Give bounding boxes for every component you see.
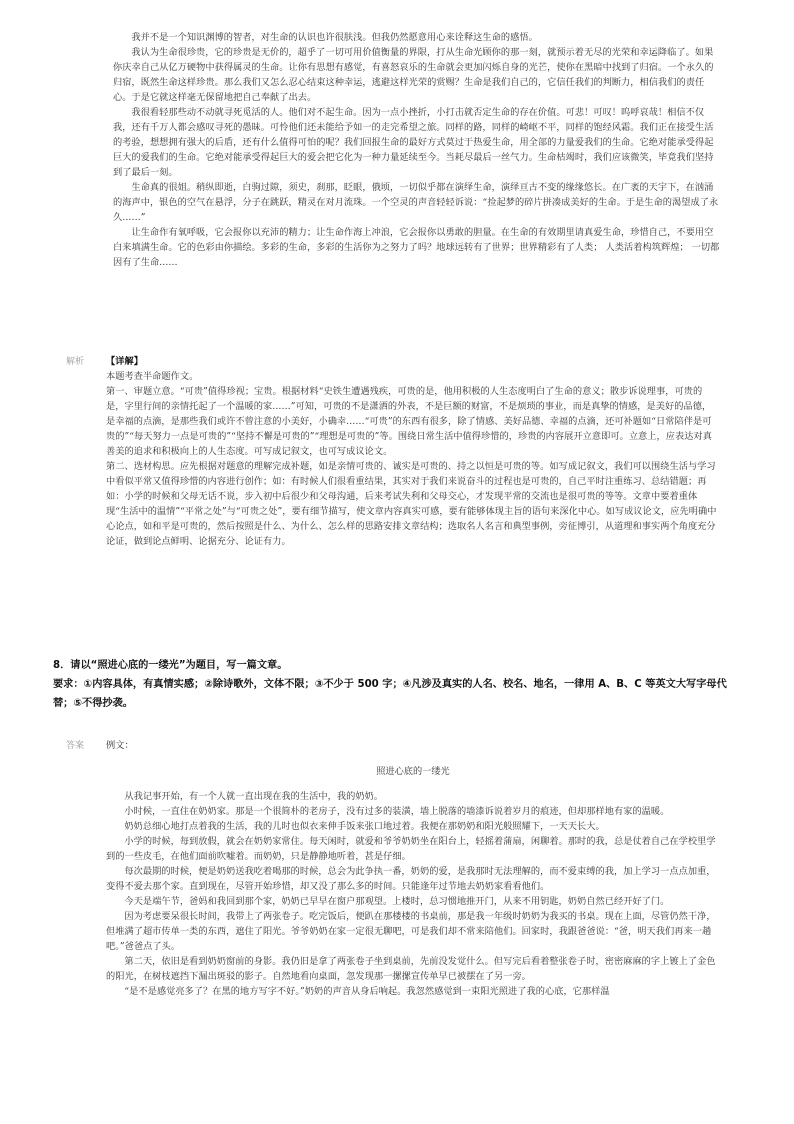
analysis-paragraph: 本题考查半命题作文。 <box>106 371 199 382</box>
essay-top-paragraph: 我很看轻那些动不动就寻死觅活的人。他们对不起生命。因为一点小挫折，小打击就否定生命的存在价值。可悲！可叹！呜呼哀哉！相信不仅我，还有千万人都会感叹寻死的愚昧。可怜他们还未能给予如一的走完希望之旅。同样的路，同样的崎岖不平，同样的饱经风霜。我们正在接受生活的考验，想想拥有强大的后盾，还有什么值得可怕的呢？我们回报生命的最好方式莫过于热爱生命，用全部的力量爱我们的生命。它绝对能承受得起巨大的爱我们的生命。它绝对能承受得起巨大的爱会把它化为一种力量延续至今。当耗尽最后一丝气力。生命枯竭时，我们应该微笑，毕竟我们坚持到了最后一刻。 <box>113 107 714 178</box>
essay-top-paragraph: 我认为生命很珍贵，它的珍贵是无价的，超乎了一切可用价值衡量的界限，打从生命光顾你的那一刻，就预示着无尽的光荣和幸运降临了。如果你庆幸自己从亿万硬物中获得属灵的生命。让你有思想有感觉，有喜怒哀乐的生命就会更加闪烁自身的光芒，使你在黑暗中找到了归宿。一个永久的归宿，既然生命这样珍贵。那么我们又怎么忍心结束这种幸运，逃避这样光荣的赏赐？生命是我们自己的，它信任我们的判断力，相信我们的责任心。于是它就这样毫无保留地把自己奉献了出去。 <box>113 47 714 103</box>
essay-title: 照进心底的一缕光 <box>376 766 450 777</box>
essay-top-paragraph: 我并不是一个知识渊博的智者，对生命的认识也许很肤浅。但我仍然愿意用心来诠释这生命的感悟。 <box>131 32 538 43</box>
answer-paragraph: 每次最期的时候，便是奶奶送我吃着喝那的时候，总会为此争执一番，奶奶的爱，是我那时无法理解的，而不爱束缚的我，加上学习一点点加重，变得不爱去那个家。直到现在，尽管开始珍惜，却又没了那么多的时间。只能逢年过节地去奶奶家看看他们。 <box>106 866 716 892</box>
analysis-paragraph: 第二、选材构思。应先根据对题意的理解完成补题，如是亲情可贵的、诚实是可贵的、持之以恒是可贵的等。如写成记叙文，我们可以围绕生活与学习中看似平常又值得珍惜的内容进行创作；如：有时候人们很看重结果，其实对于我们来说奋斗的过程也是可贵的，自己平时注重练习、总结错题；再如：小学的时候和父母无话不说，步入初中后很少和父母沟通，后来考试失利和父母交心，才发现平常的交流也是很可贵的等等。文章中要着重体现“生活中的温情”“平常之处”与“可贵之处”，要有细节描写，使文章内容真实可感，要有能够体现主旨的语句来深化中心。如写成议论文，应先明确中心论点，如和平是可贵的，然后按照是什么、为什么、怎么样的思路安排文章结构；选取名人名言和典型事例，旁征博引，从道理和事实两个角度充分论证，做到论点鲜明、论据充分、论证有力。 <box>106 461 717 547</box>
essay-top-paragraph: 让生命作有氧呼吸，它会报你以充沛的精力；让生命作海上冲浪，它会报你以勇敢的胆量。在生命的有效期里请真爱生命，珍惜自己，不要用空白来填满生命。它的色彩由你描绘。多彩的生命，多彩的生活你为之努力了吗？地球远转有了世界；世界精彩有了人类； 人类活着构筑辉煌； 一切都因有了生命…… <box>113 227 720 268</box>
question-8-prompt: 8．请以“照进心底的一缕光”为题目，写一篇文章。 <box>53 660 288 671</box>
answer-paragraph: 因为考虑要呆很长时间，我带上了两张卷子。吃完饭后，便趴在那楼楼的书桌前，那是我一年级时奶奶为我买的书桌。现在上面，尽管仍然干净，但堆满了超市传单一类的东西，遮住了阳光。爷爷奶奶在家一定很无聊吧，可是我们却不常来陪他们。回家时，我跟爸爸说：“爸，明天我们再来一趟吧。”爸爸点了头。 <box>106 911 716 952</box>
analysis-heading: 【详解】 <box>106 356 143 367</box>
analysis-side-label: 解析 <box>66 357 85 367</box>
answer-paragraph: 小学的时候，每到放假，就会在奶奶家常住。每天闲时，就爱和爷爷奶奶坐在阳台上，轻摇着蒲扇，闲聊着。那时的我，总是仗着自己在学校里学到的一些皮毛，在他们面前吹嘘着。而奶奶，只是静静地听着，甚是仔细。 <box>106 836 716 862</box>
answer-paragraph: 第二天，依旧是看到奶奶窗前的身影。我仍旧是拿了两张卷子坐到桌前，先前没发觉什么。但写完后看着整张卷子时，密密麻麻的字上镀上了金色的阳光，在树枝遮挡下漏出斑驳的影子。自然地看向桌面，忽发现那一摞摞宣传单早已被摆在了另一旁。 <box>106 956 716 982</box>
question-8-requirements: 要求：①内容具体，有真情实感；②除诗歌外，文体不限；③不少于 500 字；④凡涉及真实的人名、校名、地名，一律用 A、B、C 等英文大写字母代替；⑤不得抄袭。 <box>53 679 727 709</box>
answer-paragraph: 从我记事开始，有一个人就一直出现在我的生活中，我的奶奶。 <box>124 791 384 802</box>
example-label: 例文： <box>106 740 134 751</box>
analysis-paragraph: 第一、审题立意。“可贵”值得珍视；宝贵。根据材料“史铁生遭遇残疾，可贵的是，他用积极的人生态度明白了生命的意义；散步诉说理事，可贵的是，字里行间的亲情托起了一个温暖的家……”可知，可贵的不是潇洒的外表，不是巨额的财富，不是烦琐的事业，而是真挚的情感，是美好的品德，是幸福的点滴，是那些我们或许不曾注意的小美好，小确幸……“可贵”的东西有很多，除了情感、美好品德、幸福的点滴，还可补题如“日常陪伴是可贵的”“每天努力一点是可贵的”“坚持不懈是可贵的”“理想是可贵的”等。围绕日常生活中值得珍惜的，珍贵的内容展开立意即可。立意上，应表达对真善美的追求和积极向上的人生态度。可写成记叙文，也可写成议论文。 <box>106 386 712 457</box>
essay-top-paragraph: 生命真的很姐。稍纵即逝，白驹过隙，须史，刹那，眨眼，俄顷，一切似乎都在演绎生命，演绎亘古不变的缘缘悠长。在广袤的天宇下，在汹涌的海声中，银色的空气在悬浮，分子在跳跃，精灵在对月流珠。一个空灵的声音轻轻诉说：“捡起梦的碎片拼凑成美好的生命。于是生命的渴望成了永久……” <box>113 182 719 223</box>
answer-side-label: 答案 <box>66 741 85 751</box>
answer-paragraph: 奶奶总细心地打点着我的生活，我的儿时也似衣来伸手饭来张口地过着。我便在那奶奶和阳光般照耀下，一天天长大。 <box>124 821 605 832</box>
answer-paragraph: 小时候，一直住在奶奶家。那是一个很简朴的老房子，没有过多的装潢，墙上脱落的墙漆诉说着岁月的痕迹，但却那样地有家的温暖。 <box>124 806 670 817</box>
answer-paragraph: “是不是感觉亮多了？在黑的地方写字不好。”奶奶的声音从身后响起。我忽然感觉到一束阳光照进了我的心底，它那样温 <box>124 986 610 997</box>
answer-paragraph: 今天是端午节，爸妈和我回到那个家，奶奶已早早在窗户那观望。上楼时，总习惯地推开门，从来不用钥匙，奶奶自然已经开好了门。 <box>124 896 670 907</box>
